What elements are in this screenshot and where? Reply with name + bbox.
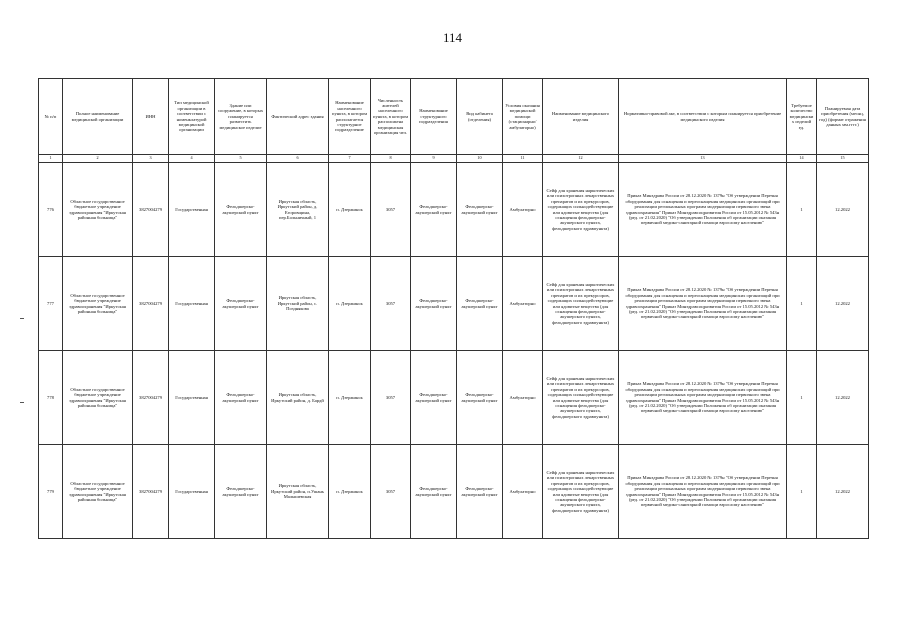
cell-population: 3057 — [371, 445, 411, 539]
cell-population: 3057 — [371, 351, 411, 445]
cell-num: 776 — [39, 163, 63, 257]
column-header: Условия оказания медицинской помощи (стационарно/амбулаторно) — [503, 79, 543, 155]
cell-act: Приказ Минздрава России от 28.12.2020 № 1379н "Об утверждении Перечня оборудования для оснащения и переоснащения медицинских организаций при реализации региональных программ модернизации первичного звена здравоохранения" Приказ Минздравсоцразвития России от 15.05.2012 № 543н (ред. от 21.02.2020) "Об утверждении Положения об организации оказания первичной медико-санитарной помощи взрослому населению" — [619, 351, 787, 445]
column-number: 9 — [411, 155, 457, 163]
cell-org: Областное государственное бюджетное учреждение здравоохранения "Иркутская районная больница" — [63, 163, 133, 257]
column-header: № п/п — [39, 79, 63, 155]
column-number: 14 — [787, 155, 817, 163]
cell-population: 3057 — [371, 163, 411, 257]
cell-org: Областное государственное бюджетное учреждение здравоохранения "Иркутская районная больница" — [63, 445, 133, 539]
column-header: Фактический адрес здания — [267, 79, 329, 155]
table-row — [39, 163, 869, 257]
cell-date: 12.2022 — [817, 445, 869, 539]
column-header: Нормативно-правовой акт, в соответствии с которым планируется приобретение медицинского изделия — [619, 79, 787, 155]
cell-qty: 1 — [787, 351, 817, 445]
column-header: Здание или сооружение, в которых планируется разместить медицинское изделие — [215, 79, 267, 155]
cell-settlement: п. Дзержинск — [329, 351, 371, 445]
cell-conditions: Амбулаторно — [503, 445, 543, 539]
cell-settlement: п. Дзержинск — [329, 257, 371, 351]
column-number: 7 — [329, 155, 371, 163]
column-number: 10 — [457, 155, 503, 163]
cell-population: 3057 — [371, 257, 411, 351]
table-body — [39, 163, 869, 539]
cell-building: Фельдшерско-акушерский пункт — [215, 163, 267, 257]
cell-cabinet: Фельдшерско-акушерский пункт — [457, 445, 503, 539]
cell-device: Сейф для хранения наркотических или психотропных лекарственных препаратов и их прекурсоров, содержащих сильнодействующие или ядовитые вещества (для оснащения фельдшерско-акушерского пункта, фельдшерского здравпункта) — [543, 445, 619, 539]
column-number: 11 — [503, 155, 543, 163]
table-row — [39, 257, 869, 351]
cell-device: Сейф для хранения наркотических или психотропных лекарственных препаратов и их прекурсоров, содержащих сильнодействующие или ядовитые вещества (для оснащения фельдшерско-акушерского пункта, фельдшерского здравпункта) — [543, 257, 619, 351]
column-number: 4 — [169, 155, 215, 163]
cell-building: Фельдшерско-акушерский пункт — [215, 257, 267, 351]
column-number: 13 — [619, 155, 787, 163]
page-number: 114 — [442, 30, 463, 45]
cell-conditions: Амбулаторно — [503, 257, 543, 351]
cell-qty: 1 — [787, 257, 817, 351]
column-header: Численность жителей населенного пункта, в котором расположена медицинская организация чел. — [371, 79, 411, 155]
column-number: 5 — [215, 155, 267, 163]
column-number: 6 — [267, 155, 329, 163]
column-number: 3 — [133, 155, 169, 163]
cell-address: Иркутская область, Иркутский район, д. Бардй — [267, 351, 329, 445]
scan-mark — [20, 402, 24, 403]
cell-date: 12.2022 — [817, 257, 869, 351]
column-header: Полное наименование медицинской организации — [63, 79, 133, 155]
table-row — [39, 351, 869, 445]
header-row — [39, 79, 869, 155]
cell-act: Приказ Минздрава России от 28.12.2020 № 1379н "Об утверждении Перечня оборудования для оснащения и переоснащения медицинских организаций при реализации региональных программ модернизации первичного звена здравоохранения" Приказ Минздравсоцразвития России от 15.05.2012 № 543н (ред. от 21.02.2020) "Об утверждении Положения об организации оказания первичной медико-санитарной помощи взрослому населению" — [619, 163, 787, 257]
cell-settlement: п. Дзержинск — [329, 445, 371, 539]
column-header: Вид кабинета (отделения) — [457, 79, 503, 155]
cell-conditions: Амбулаторно — [503, 163, 543, 257]
cell-inn: 3827004279 — [133, 163, 169, 257]
cell-unit: Фельдшерско-акушерский пункт — [411, 257, 457, 351]
cell-inn: 3827004279 — [133, 257, 169, 351]
cell-qty: 1 — [787, 163, 817, 257]
cell-type: Государственная — [169, 351, 215, 445]
table-row — [39, 445, 869, 539]
cell-type: Государственная — [169, 257, 215, 351]
column-header: Планируемая дата приобретения (месяц, год) (формат отражения данных мм.гггг.) — [817, 79, 869, 155]
cell-cabinet: Фельдшерско-акушерский пункт — [457, 163, 503, 257]
cell-org: Областное государственное бюджетное учреждение здравоохранения "Иркутская районная больница" — [63, 351, 133, 445]
cell-num: 778 — [39, 351, 63, 445]
column-header: ИНН — [133, 79, 169, 155]
cell-qty: 1 — [787, 445, 817, 539]
cell-address: Иркутская область, Иркутский район, с. Позднякова — [267, 257, 329, 351]
column-numbers-row — [39, 155, 869, 163]
cell-act: Приказ Минздрава России от 28.12.2020 № 1379н "Об утверждении Перечня оборудования для оснащения и переоснащения медицинских организаций при реализации региональных программ модернизации первичного звена здравоохранения" Приказ Минздравсоцразвития России от 15.05.2012 № 543н (ред. от 21.02.2020) "Об утверждении Положения об организации оказания первичной медико-санитарной помощи взрослому населению" — [619, 445, 787, 539]
column-number: 1 — [39, 155, 63, 163]
cell-unit: Фельдшерско-акушерский пункт — [411, 163, 457, 257]
cell-cabinet: Фельдшерско-акушерский пункт — [457, 257, 503, 351]
cell-building: Фельдшерско-акушерский пункт — [215, 351, 267, 445]
column-number: 12 — [543, 155, 619, 163]
cell-num: 777 — [39, 257, 63, 351]
cell-unit: Фельдшерско-акушерский пункт — [411, 351, 457, 445]
cell-inn: 3827004279 — [133, 351, 169, 445]
cell-inn: 3827004279 — [133, 445, 169, 539]
column-header: Наименование медицинского изделия — [543, 79, 619, 155]
cell-address: Иркутская область, Иркутский район, п.Ушань Малышевская — [267, 445, 329, 539]
column-header: Наименование структурного подразделения — [411, 79, 457, 155]
cell-address: Иркутская область, Иркутский район, д. Егоровщина, пер.Больничный, 1 — [267, 163, 329, 257]
cell-cabinet: Фельдшерско-акушерский пункт — [457, 351, 503, 445]
column-number: 2 — [63, 155, 133, 163]
cell-date: 12.2022 — [817, 351, 869, 445]
registry-table — [38, 78, 869, 539]
cell-act: Приказ Минздрава России от 28.12.2020 № 1379н "Об утверждении Перечня оборудования для оснащения и переоснащения медицинских организаций при реализации региональных программ модернизации первичного звена здравоохранения" Приказ Минздравсоцразвития России от 15.05.2012 № 543н (ред. от 21.02.2020) "Об утверждении Положения об организации оказания первичной медико-санитарной помощи взрослому населению" — [619, 257, 787, 351]
cell-type: Государственная — [169, 163, 215, 257]
cell-org: Областное государственное бюджетное учреждение здравоохранения "Иркутская районная больница" — [63, 257, 133, 351]
cell-conditions: Амбулаторно — [503, 351, 543, 445]
column-number: 8 — [371, 155, 411, 163]
cell-num: 779 — [39, 445, 63, 539]
cell-date: 12.2022 — [817, 163, 869, 257]
cell-building: Фельдшерско-акушерский пункт — [215, 445, 267, 539]
column-header: Тип медицинской организации в соответствии с номенклатурой медицинской организации — [169, 79, 215, 155]
column-header: Наименование населенного пункта, в котором располагается структурное подразделение — [329, 79, 371, 155]
column-header: Требуемое количество медицинских изделий ед. — [787, 79, 817, 155]
scan-mark — [20, 318, 24, 319]
column-number: 15 — [817, 155, 869, 163]
cell-device: Сейф для хранения наркотических или психотропных лекарственных препаратов и их прекурсоров, содержащих сильнодействующие или ядовитые вещества (для оснащения фельдшерско-акушерского пункта, фельдшерского здравпункта) — [543, 163, 619, 257]
cell-settlement: п. Дзержинск — [329, 163, 371, 257]
cell-type: Государственная — [169, 445, 215, 539]
cell-device: Сейф для хранения наркотических или психотропных лекарственных препаратов и их прекурсоров, содержащих сильнодействующие или ядовитые вещества (для оснащения фельдшерско-акушерского пункта, фельдшерского здравпункта) — [543, 351, 619, 445]
cell-unit: Фельдшерско-акушерский пункт — [411, 445, 457, 539]
